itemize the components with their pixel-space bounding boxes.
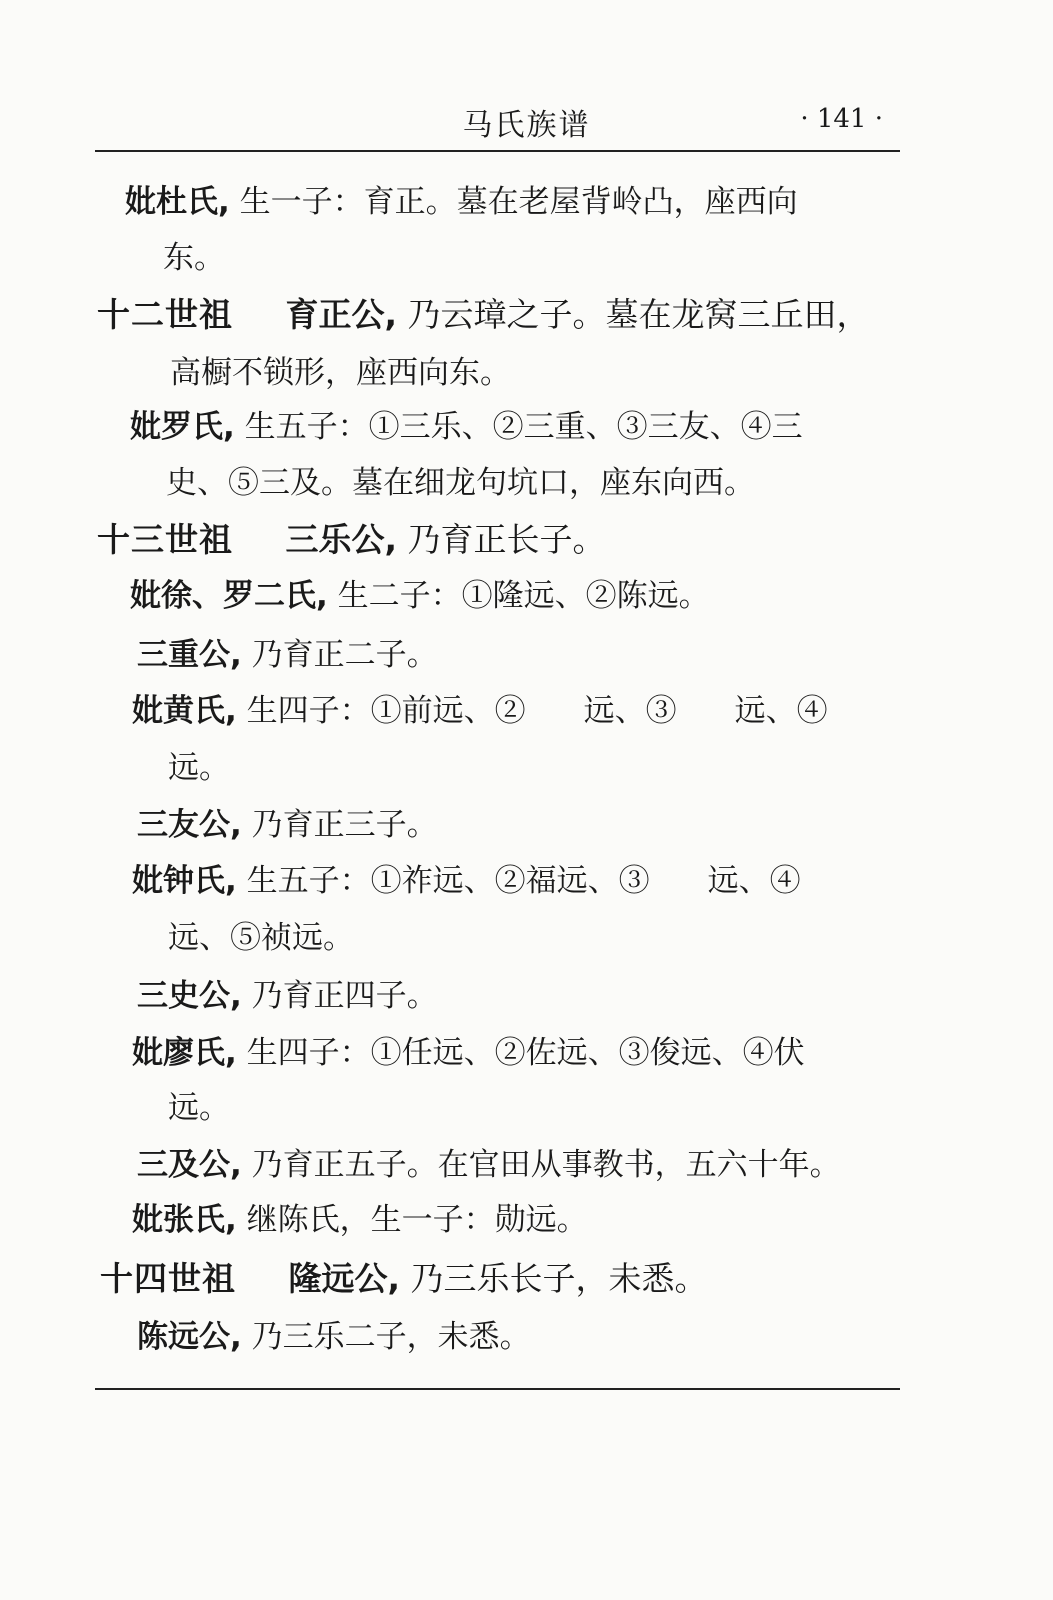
line-text: 远、④ xyxy=(734,693,828,729)
person-name: 妣杜氏, xyxy=(125,184,230,220)
text-line xyxy=(137,976,438,1016)
person-name: 妣钟氏, xyxy=(132,863,237,899)
header-rule xyxy=(95,150,900,152)
text-line xyxy=(130,576,710,616)
line-text: 乃育正长子。 xyxy=(407,520,606,559)
text-line xyxy=(130,407,803,447)
line-text: 远、⑤祯远。 xyxy=(168,920,354,956)
generation-label: 十二世祖 xyxy=(97,295,233,334)
text-line xyxy=(137,635,438,675)
line-text: 乃育正三子。 xyxy=(251,807,438,843)
person-name: 妣黄氏, xyxy=(132,693,237,729)
person-name: 妣徐、罗二氏, xyxy=(130,578,328,614)
person-name: 三乐公, xyxy=(285,520,398,559)
person-name: 妣张氏, xyxy=(132,1202,237,1238)
line-text: 乃三乐长子，未悉。 xyxy=(410,1259,708,1298)
text-line xyxy=(166,463,755,503)
line-text: 远。 xyxy=(168,750,230,786)
text-line xyxy=(168,1088,230,1128)
page-header-title: 马氏族谱 xyxy=(462,108,591,143)
line-text: 乃三乐二子，未悉。 xyxy=(251,1319,531,1355)
line-text: 史、⑤三及。墓在细龙句坑口，座东向西。 xyxy=(166,465,755,501)
line-text: 生五子：①祚远、②福远、③ xyxy=(246,863,650,899)
text-line xyxy=(132,1200,588,1240)
text-line xyxy=(168,748,230,788)
generation-label: 十三世祖 xyxy=(97,520,233,559)
text-line xyxy=(132,1033,805,1073)
line-text: 高橱不锁形，座西向东。 xyxy=(170,355,511,391)
person-name: 三史公, xyxy=(137,978,242,1014)
text-line xyxy=(170,353,511,393)
generation-line xyxy=(100,1259,708,1299)
person-name: 隆远公, xyxy=(288,1259,401,1298)
line-text: 远、④ xyxy=(707,863,801,899)
footer-rule xyxy=(95,1388,900,1390)
line-text: 生四子：①任远、②佐远、③俊远、④伏 xyxy=(246,1035,805,1071)
line-text: 乃育正二子。 xyxy=(251,637,438,673)
generation-label: 十四世祖 xyxy=(100,1259,236,1298)
text-line xyxy=(168,918,354,958)
text-line xyxy=(137,1145,841,1185)
person-name: 育正公, xyxy=(285,295,398,334)
text-line xyxy=(163,238,225,278)
line-text: 继陈氏，生一子：勋远。 xyxy=(246,1202,588,1238)
line-text: 生五子：①三乐、②三重、③三友、④三 xyxy=(244,409,803,445)
person-name: 三重公, xyxy=(137,637,242,673)
text-line xyxy=(132,691,828,731)
person-name: 妣罗氏, xyxy=(130,409,235,445)
text-line xyxy=(125,182,798,222)
line-text: 东。 xyxy=(163,240,225,276)
page-number: · 141 · xyxy=(800,104,883,134)
text-line xyxy=(132,861,801,901)
line-text: 生二子：①隆远、②陈远。 xyxy=(337,578,710,614)
line-text: 乃育正五子。在官田从事教书，五六十年。 xyxy=(251,1147,841,1183)
line-text: 远、③ xyxy=(583,693,677,729)
person-name: 妣廖氏, xyxy=(132,1035,237,1071)
line-text: 生四子：①前远、② xyxy=(246,693,526,729)
person-name: 三及公, xyxy=(137,1147,242,1183)
text-line xyxy=(137,1317,531,1357)
text-line xyxy=(137,805,438,845)
line-text: 乃育正四子。 xyxy=(251,978,438,1014)
generation-line xyxy=(97,520,606,560)
generation-line xyxy=(97,295,870,335)
line-text: 乃云璋之子。墓在龙窝三丘田， xyxy=(407,295,870,334)
line-text: 远。 xyxy=(168,1090,230,1126)
line-text: 生一子：育正。墓在老屋背岭凸，座西向 xyxy=(239,184,798,220)
person-name: 三友公, xyxy=(137,807,242,843)
person-name: 陈远公, xyxy=(137,1319,242,1355)
